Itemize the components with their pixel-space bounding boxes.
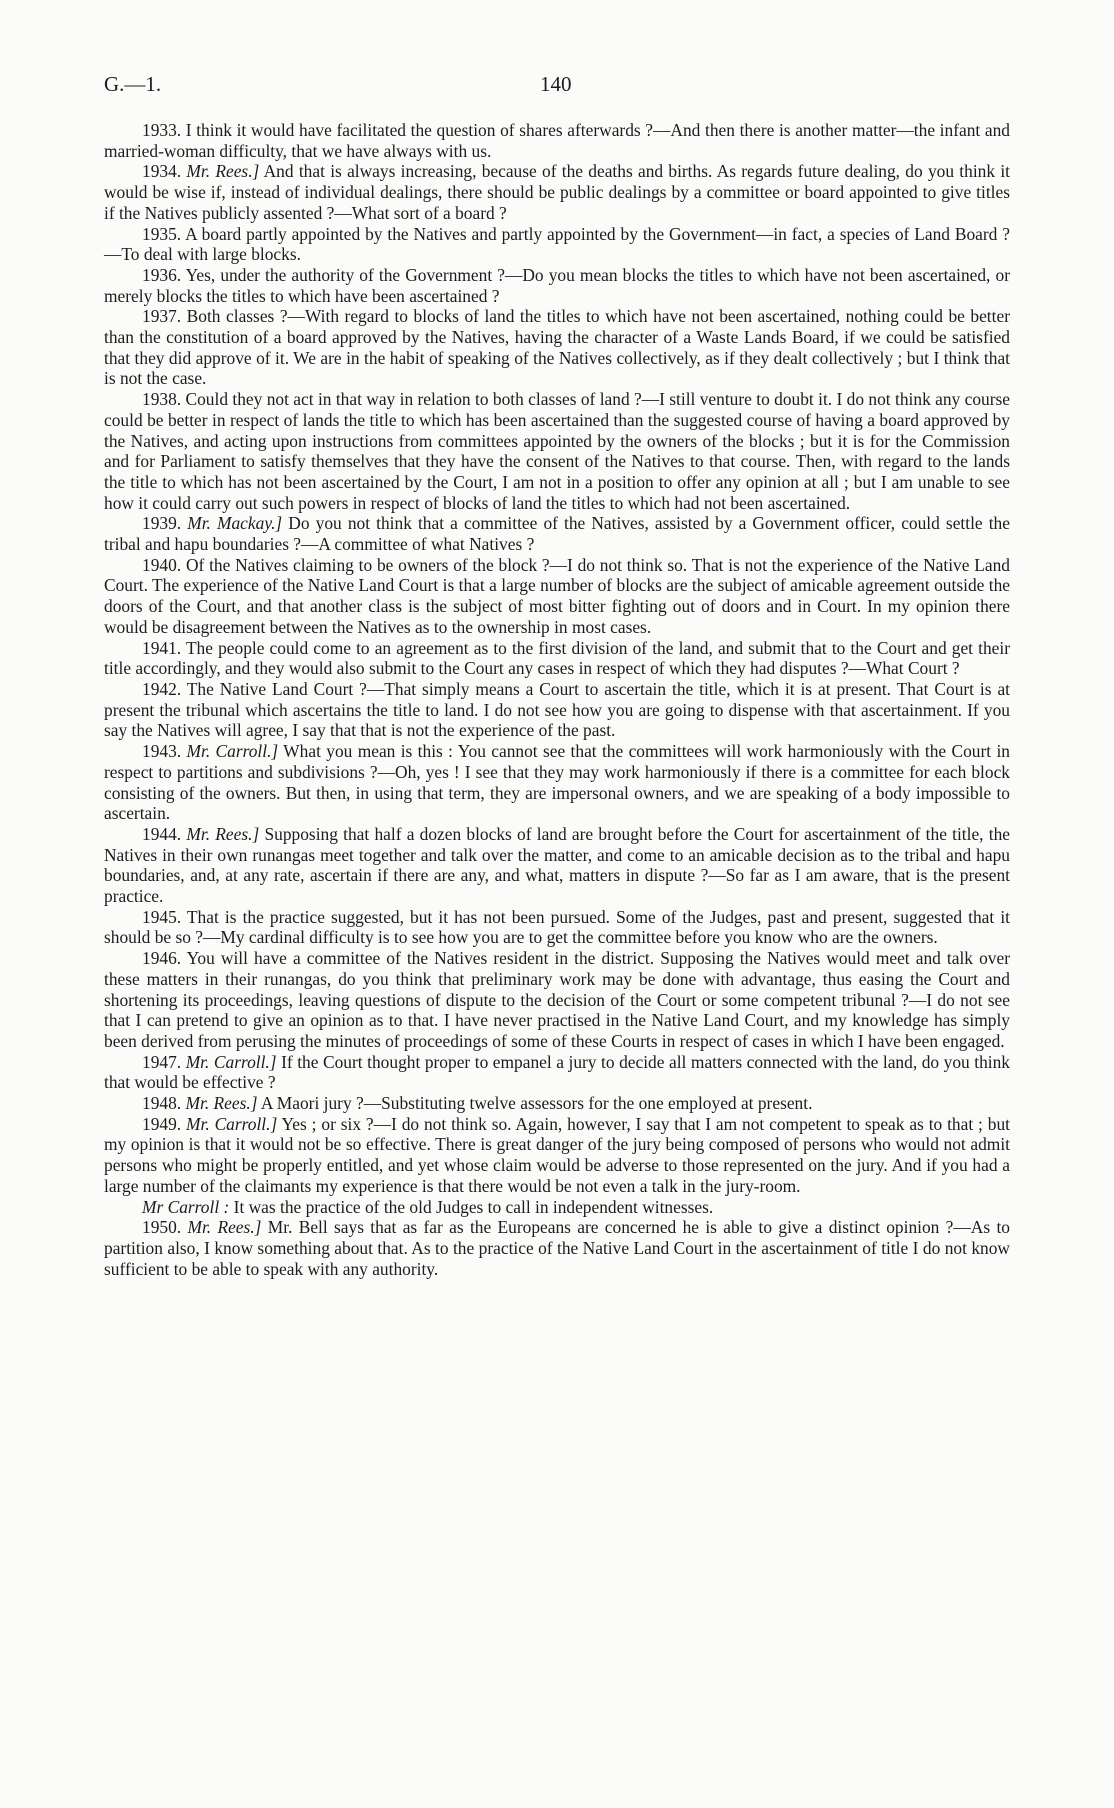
paragraph-text: Do you not think that a committee of the Natives, assisted by a Government officer, could settle the tribal and hapu boundaries ?—A committee of what Natives ?	[104, 513, 1010, 555]
paragraph	[104, 513, 1010, 554]
question-number: 1947.	[142, 1051, 182, 1072]
question-number: 1944.	[142, 823, 182, 844]
speaker: Mr. Rees.]	[186, 823, 260, 844]
speaker: Mr. Rees.]	[185, 1093, 258, 1114]
paragraph	[104, 1093, 1010, 1114]
page-number: 140	[540, 72, 572, 96]
paragraph-text: What you mean is this : You cannot see that the committees will work harmoniously with the Court in respect to partitions and subdivisions ?—Oh, yes ! I see that they may work harmoniously if there is a committee for each block consisting of the owners. But then, in using that term, they are impersonal owners, and we are speaking of a body impossible to ascertain.	[104, 741, 1010, 824]
paragraph-text: Of the Natives claiming to be owners of the block ?—I do not think so. That is not the experience of the Native Land Court. The experience of the Native Land Court is that a large number of blocks are the subject of amicable agreement outside the doors of the Court, and that another class is the subject of most bitter fighting out of doors and in Court. In my opinion there would be disagreement between the Natives as to the ownership in most cases.	[104, 554, 1010, 637]
paragraph	[104, 1197, 1010, 1218]
question-number: 1949.	[142, 1113, 182, 1134]
paragraph	[104, 120, 1010, 161]
paragraph-text: The Native Land Court ?—That simply means a Court to ascertain the title, which it is at present. That Court is at present the tribunal which ascertains the title to land. I do not see how you are going to dispense with that ascertainment. If you say the Natives will agree, I say that that is not the experience of the past.	[104, 678, 1010, 741]
paragraph-text: A board partly appointed by the Natives and partly appointed by the Government—in fact, a species of Land Board ?—To deal with large blocks.	[104, 223, 1010, 265]
paragraph-text: A Maori jury ?—Substituting twelve assessors for the one employed at present.	[260, 1093, 813, 1114]
paragraph	[104, 306, 1010, 389]
question-number: 1950.	[142, 1217, 182, 1238]
paragraph	[104, 224, 1010, 265]
speaker: Mr. Carroll.]	[185, 1051, 277, 1072]
paragraph-text: It was the practice of the old Judges to call in independent witnesses.	[233, 1196, 714, 1217]
paragraph	[104, 741, 1010, 824]
question-number: 1940.	[142, 554, 182, 575]
paragraph	[104, 1217, 1010, 1279]
question-number: 1934.	[142, 161, 182, 182]
question-number: 1939.	[142, 513, 182, 534]
evidence-text	[104, 120, 1010, 1279]
paragraph	[104, 638, 1010, 679]
question-number: 1945.	[142, 906, 182, 927]
paragraph	[104, 555, 1010, 638]
paragraph-text: The people could come to an agreement as to the first division of the land, and submit that to the Court and get their title accordingly, and they would also submit to the Court any cases in respect of which they had disputes ?—What Court ?	[104, 637, 1010, 679]
page-header	[104, 72, 1010, 102]
paragraph	[104, 948, 1010, 1052]
paragraph-text: Both classes ?—With regard to blocks of land the titles to which have not been ascertained, nothing could be better than the constitution of a board approved by the Natives, having the character of a Waste Lands Board, if we could be satisfied that they did approve of it. We are in the habit of speaking of the Natives collectively, as if they dealt collectively ; but I think that is not the case.	[104, 306, 1010, 389]
question-number: 1937.	[142, 306, 182, 327]
paragraph-text: Supposing that half a dozen blocks of land are brought before the Court for ascertainment of the title, the Natives in their own runangas meet together and talk over the matter, and come to an amicable decision as to the tribal and hapu boundaries, and, at any rate, ascertain if there are any, and what, matters in dispute ?—So far as I am aware, that is the present practice.	[104, 823, 1011, 907]
question-number: 1938.	[142, 389, 182, 410]
paragraph	[104, 824, 1010, 907]
question-number: 1941.	[142, 637, 182, 658]
question-number: 1935.	[142, 223, 182, 244]
speaker: Mr Carroll :	[142, 1196, 230, 1217]
document-reference: G.—1.	[104, 72, 162, 96]
question-number: 1943.	[142, 741, 182, 762]
paragraph-text: Mr. Bell says that as far as the Europeans are concerned he is able to give a distinct opinion ?—As to partition also, I know something about that. As to the practice of the Native Land Court in the ascertainment of title I do not know sufficient to be able to speak with any authority.	[104, 1217, 1010, 1279]
question-number: 1946.	[142, 948, 182, 969]
paragraph-text: You will have a committee of the Natives resident in the district. Supposing the Natives would meet and talk over these matters in their runangas, do you think that preliminary work may be done with advantage, thus easing the Court and shortening its proceedings, leaving questions of dispute to the decision of the Court or some competent tribunal ?—I do not see that I can pretend to give an opinion as to that. I have never practised in the Native Land Court, and my knowledge has simply been derived from perusing the minutes of proceedings of some of these Courts in respect of cases in which I have been engaged.	[104, 948, 1010, 1051]
paragraph-text: Yes, under the authority of the Government ?—Do you mean blocks the titles to which have not been ascertained, or merely blocks the titles to which have been ascertained ?	[104, 264, 1010, 306]
speaker: Mr. Carroll.]	[186, 1113, 278, 1134]
paragraph	[104, 389, 1010, 513]
paragraph	[104, 679, 1010, 741]
paragraph-text: Yes ; or six ?—I do not think so. Again, however, I say that I am not competent to speak as to that ; but my opinion is that it would not be so effective. There is great danger of the jury being composed of persons who would not admit persons who might be properly entitled, and yet whose claim would be adverse to those represented on the jury. And if you had a large number of the claimants my experience is that there would be not even a talk in the jury-room.	[104, 1113, 1010, 1196]
question-number: 1933.	[142, 120, 182, 140]
paragraph	[104, 907, 1010, 948]
question-number: 1936.	[142, 264, 182, 285]
paragraph	[104, 265, 1010, 306]
question-number: 1948.	[142, 1093, 182, 1114]
paragraph-text: I think it would have facilitated the question of shares afterwards ?—And then there is another matter—the infant and married-woman difficulty, that we have always with us.	[104, 120, 1010, 161]
paragraph-text: If the Court thought proper to empanel a jury to decide all matters connected with the land, do you think that would be effective ?	[104, 1051, 1010, 1093]
speaker: Mr. Mackay.]	[187, 513, 283, 534]
paragraph-text: Could they not act in that way in relation to both classes of land ?—I still venture to doubt it. I do not think any course could be better in respect of lands the title to which has been ascertained than the suggested course of having a board approved by the Natives, and acting upon instructions from committees appointed by the owners of the blocks ; but it is for the Commission and for Parliament to satisfy themselves that they have the consent of the Natives to that course. Then, with regard to the lands the title to which has not been ascertained by the Court, I am not in a position to offer any opinion at all ; but I am unable to see how it could carry out such powers in respect of blocks of land the titles to which had not been ascertained.	[104, 389, 1010, 513]
paragraph	[104, 161, 1010, 223]
speaker: Mr. Carroll.]	[186, 741, 279, 762]
paragraph	[104, 1052, 1010, 1093]
question-number: 1942.	[142, 678, 182, 699]
speaker: Mr. Rees.]	[186, 161, 260, 182]
paragraph-text: And that is always increasing, because of the deaths and births. As regards future dealing, do you think it would be wise if, instead of individual dealings, there should be public dealings by a committee or board appointed to give titles if the Natives publicly assented ?—What sort of a board ?	[104, 161, 1010, 223]
paragraph	[104, 1114, 1010, 1197]
speaker: Mr. Rees.]	[187, 1217, 262, 1238]
paragraph-text: That is the practice suggested, but it has not been pursued. Some of the Judges, past and present, suggested that it should be so ?—My cardinal difficulty is to see how you are to get the committee before you know who are the owners.	[104, 906, 1010, 948]
